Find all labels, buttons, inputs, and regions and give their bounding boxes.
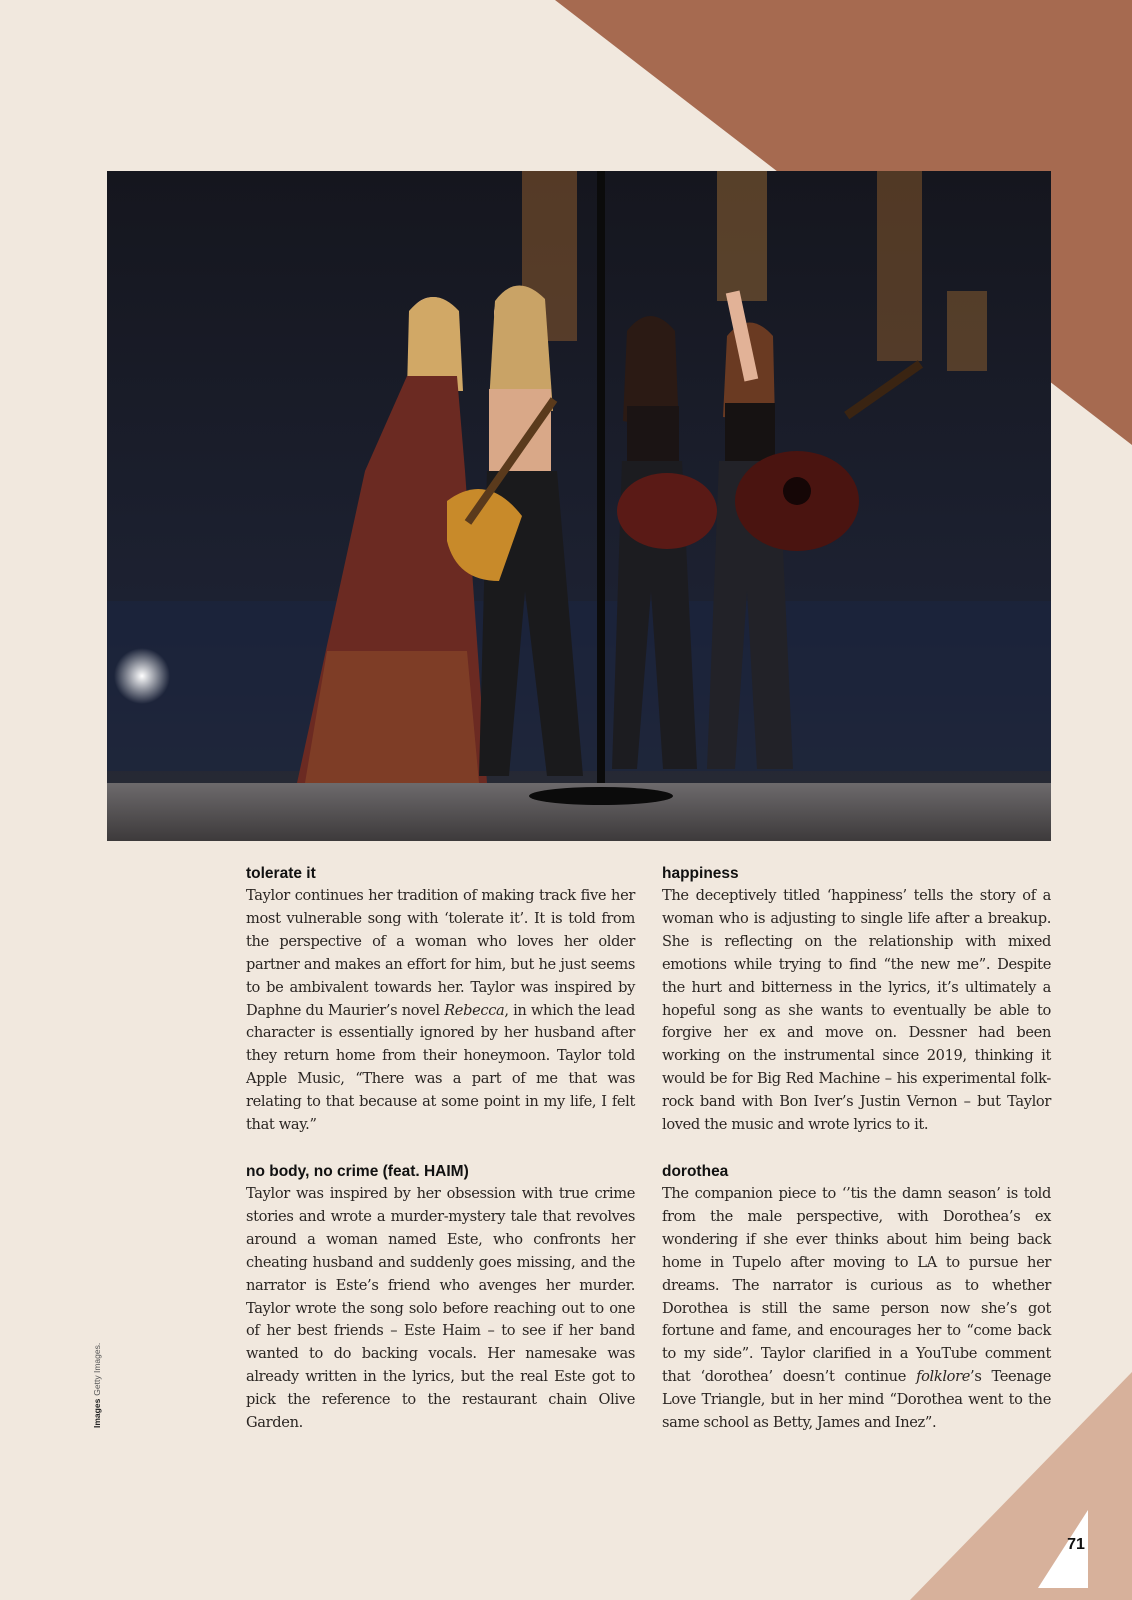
concert-photo <box>107 171 1051 841</box>
image-credit <box>92 1343 102 1428</box>
italic-title: Rebecca <box>444 1001 505 1019</box>
section-body-no-body-no-crime: Taylor was inspired by her obsession with true crime stories and wrote a murder-mystery tale that revolves around a woman named Este, who confronts her cheating husband and suddenly goes missing, and the narrator is Este’s friend who avenges her murder. Taylor wrote the song solo before reaching out to one of her best friends – Este Haim – to see if her band wanted to do backing vocals. Her namesake was already written in the lyrics, but the real Este got to pick the reference to the restaurant chain Olive Garden. <box>246 1184 635 1432</box>
section-body-happiness: The deceptively titled ‘happiness’ tells the story of a woman who is adjusting to single life after a breakup. She is reflecting on the relationship with mixed emotions while trying to find “the new me”. Despite the hurt and bitterness in the lyrics, it’s ultimately a hopeful song as she wants to eventually be able to forgive her ex and move on. Dessner had been working on the instrumental since 2019, thinking it would be for Big Red Machine – his experimental folk-rock band with Bon Iver’s Justin Vernon – but Taylor loved the music and wrote lyrics to it. <box>662 887 1051 1134</box>
image-credit-source: Getty Images. <box>92 1342 102 1396</box>
section-heading-dorothea: dorothea <box>662 1162 729 1180</box>
page-number: 71 <box>1067 1536 1085 1553</box>
image-credit-label: Images <box>92 1398 102 1428</box>
section-body-dorothea: The companion piece to ‘’tis the damn season’ is told from the male perspective, with Dorothea’s ex wondering if she ever thinks about him being back home in Tupelo after moving to LA to pursue her dreams. The narrator is curious as to whether Dorothea is still the same person now she’s got fortune and fame, and encourages her to “come back to my side”. Taylor clarified in a YouTube comment that ‘dorothea’ doesn’t continue folklore’s Teenage Love Triangle, but in her mind “Dorothea went to the same school as Betty, James and Inez”. <box>662 1184 1051 1432</box>
left-column <box>246 862 635 1458</box>
italic-title: folklore <box>916 1368 971 1386</box>
section-heading-tolerate-it: tolerate it <box>246 865 316 882</box>
right-column <box>662 862 1051 1458</box>
section-body-tolerate-it: Taylor continues her tradition of making track five her most vulnerable song with ‘tolerate it’. It is told from the perspective of a woman who loves her older partner and makes an effort for him, but he just seems to be ambivalent towards her. Taylor was inspired by Daphne du Maurier’s novel Rebecca, in which the lead character is essentially ignored by her husband after they return home from their honeymoon. Taylor told Apple Music, “There was a part of me that was relating to that because at some point in my life, I felt that way.” <box>246 887 635 1134</box>
section-heading-happiness: happiness <box>662 865 739 882</box>
section-heading-no-body-no-crime: no body, no crime (feat. HAIM) <box>246 1162 469 1180</box>
